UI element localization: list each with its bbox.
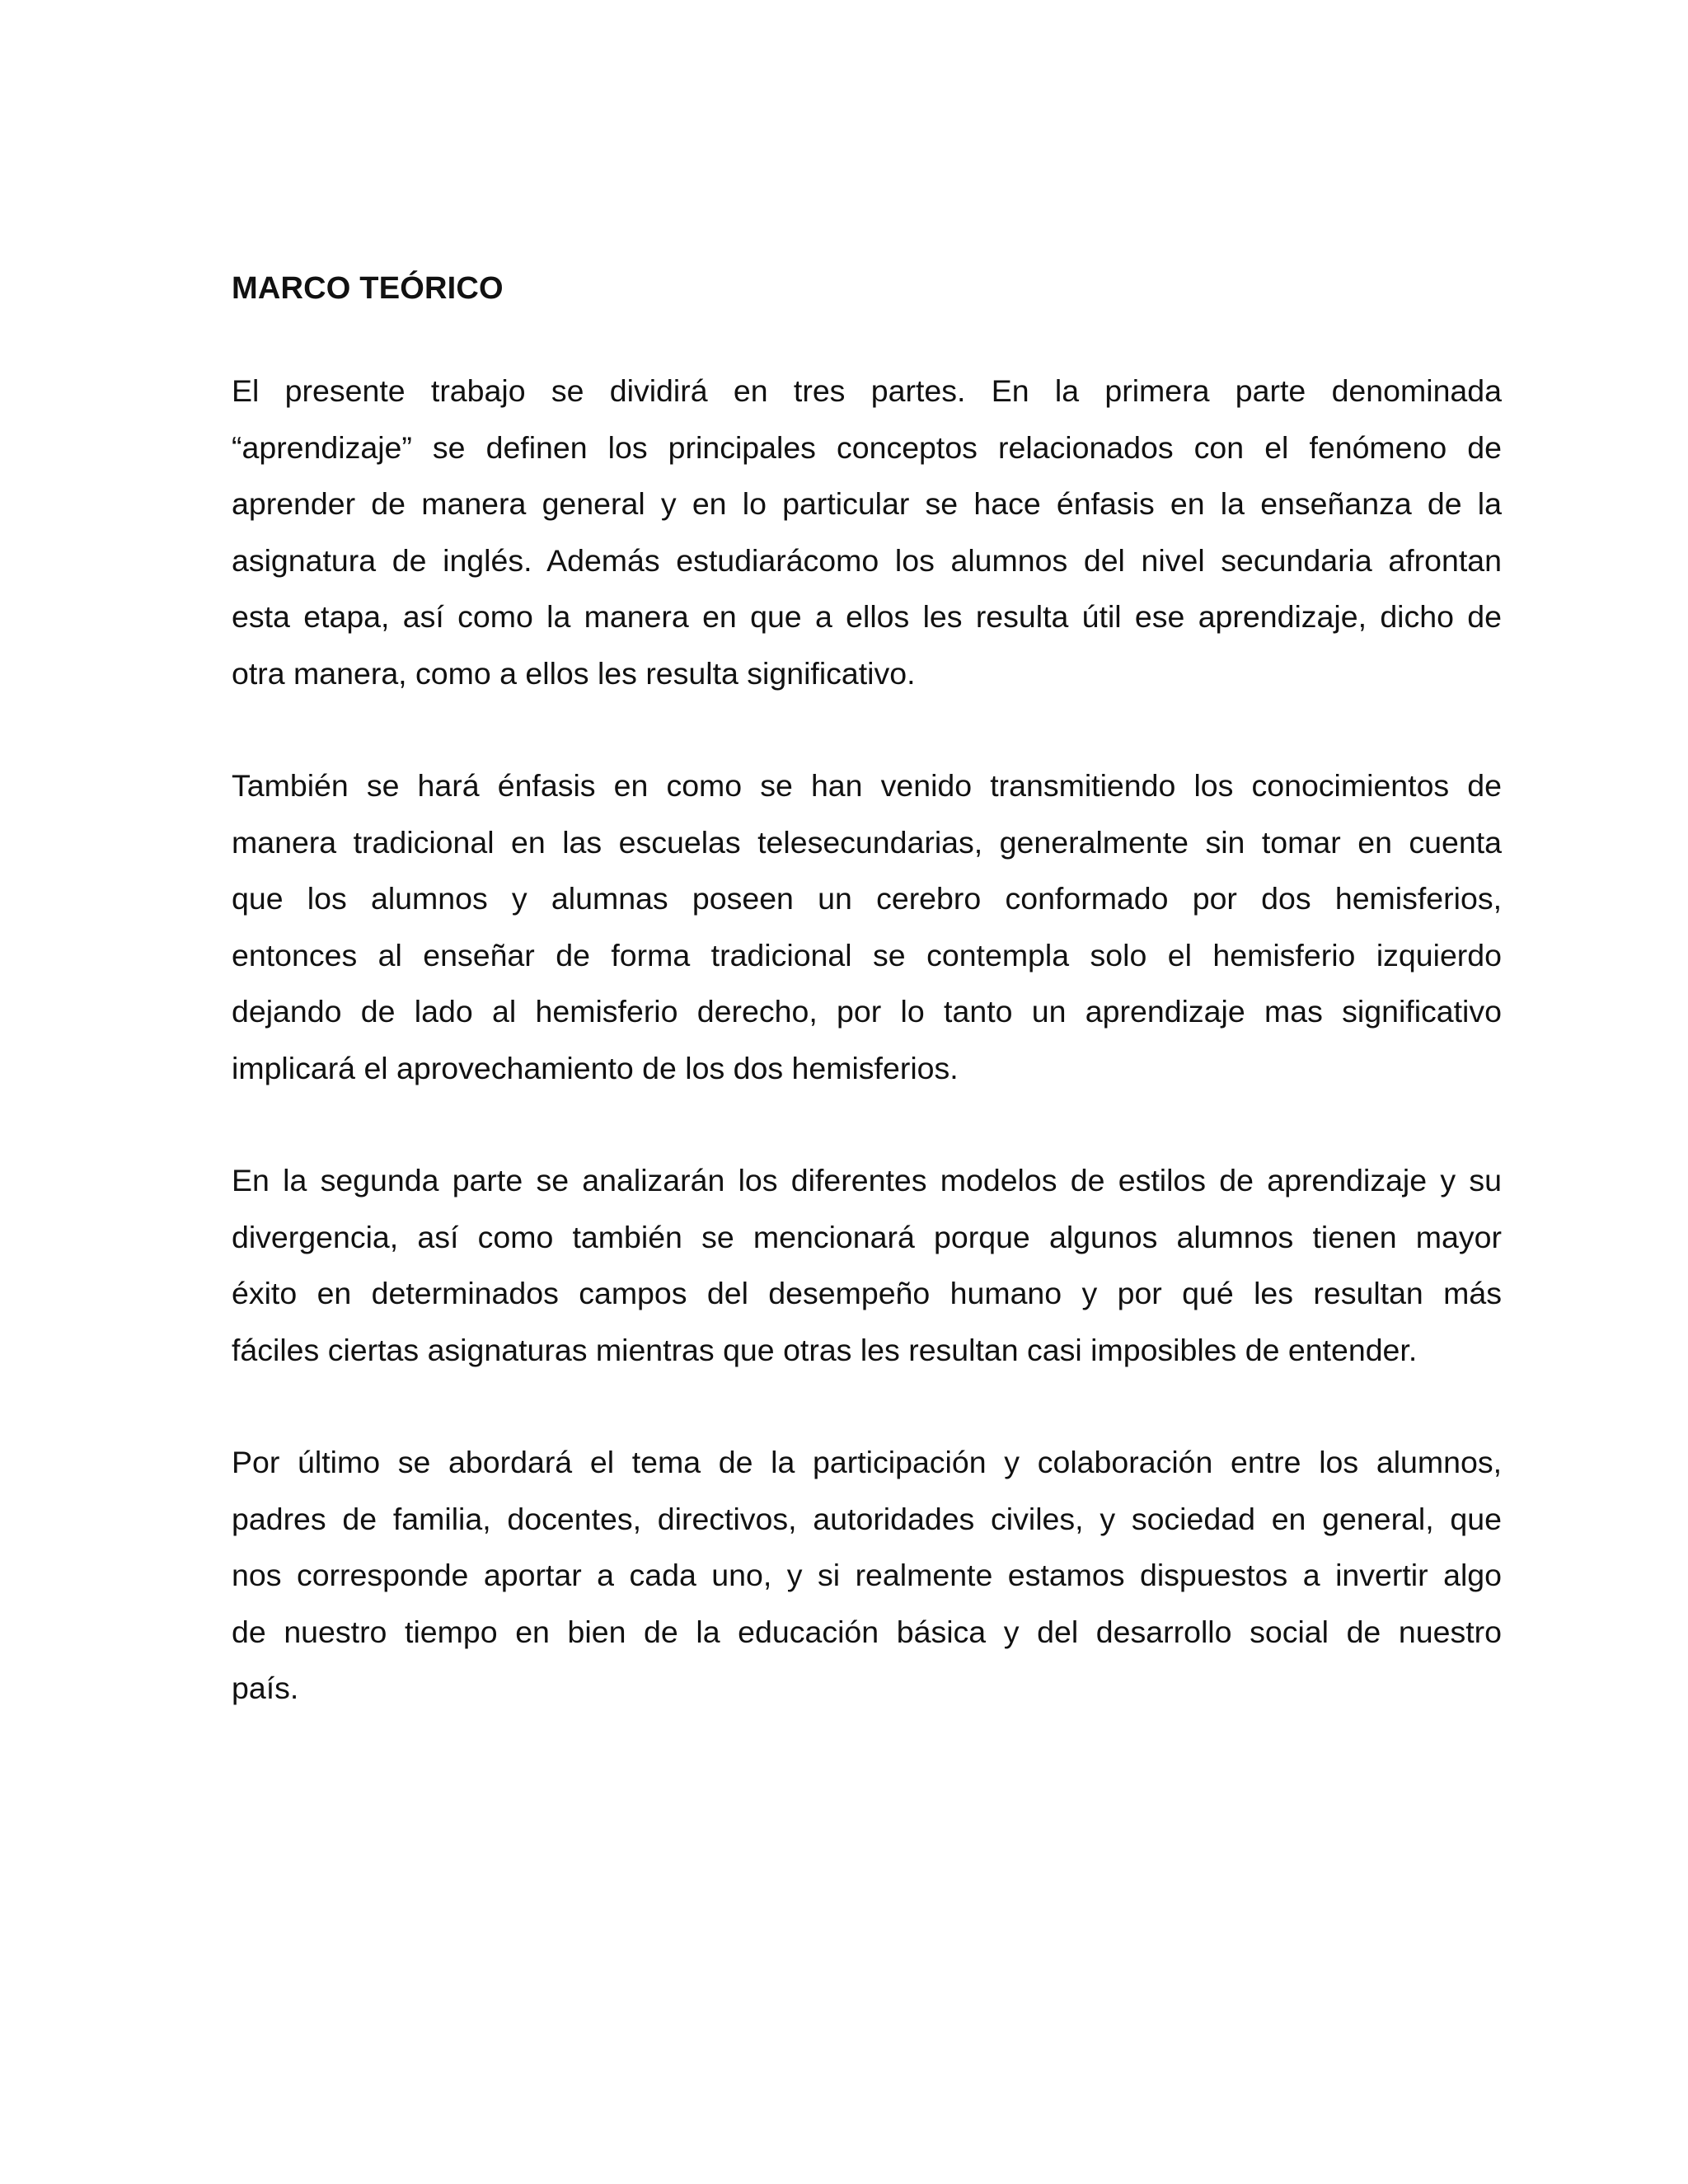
section-title: MARCO TEÓRICO	[232, 271, 504, 306]
paragraph-line: implicará el aprovechamiento de los dos hemisferios.	[232, 1050, 959, 1085]
paragraph-line: asignatura de inglés. Además estudiarácomo los alumnos del nivel secundaria afrontan	[232, 542, 1502, 578]
paragraph-4	[232, 1434, 1502, 1717]
paragraph-line: Por último se abordará el tema de la participación y colaboración entre los alumnos,	[232, 1445, 1502, 1479]
paragraph-line: manera tradicional en las escuelas telesecundarias, generalmente sin tomar en cuenta	[232, 824, 1502, 860]
paragraph-line: El presente trabajo se dividirá en tres partes. En la primera parte denominada	[232, 373, 1502, 408]
paragraph-line: país.	[232, 1671, 299, 1705]
paragraph-line: padres de familia, docentes, directivos, autoridades civiles, y sociedad en general, que	[232, 1501, 1502, 1536]
paragraph-line: que los alumnos y alumnas poseen un cerebro conformado por dos hemisferios,	[232, 881, 1502, 916]
paragraph-line: esta etapa, así como la manera en que a ellos les resulta útil ese aprendizaje, dicho de	[232, 599, 1502, 634]
paragraph-line: También se hará énfasis en como se han venido transmitiendo los conocimientos de	[232, 768, 1502, 803]
paragraph-line: de nuestro tiempo en bien de la educación básica y del desarrollo social de nuestro	[232, 1614, 1502, 1649]
paragraph-2	[232, 757, 1502, 1096]
paragraph-line: éxito en determinados campos del desempeño humano y por qué les resultan más	[232, 1276, 1502, 1310]
paragraph-line: divergencia, así como también se mencionará porque algunos alumnos tienen mayor	[232, 1219, 1502, 1254]
paragraph-3	[232, 1152, 1502, 1378]
paragraph-line: otra manera, como a ellos les resulta significativo.	[232, 655, 916, 691]
paragraph-line: dejando de lado al hemisferio derecho, por lo tanto un aprendizaje mas significativo	[232, 994, 1502, 1029]
paragraph-line: aprender de manera general y en lo particular se hace énfasis en la enseñanza de la	[232, 486, 1502, 521]
paragraph-line: nos corresponde aportar a cada uno, y si realmente estamos dispuestos a invertir algo	[232, 1558, 1502, 1592]
paragraph-line: entonces al enseñar de forma tradicional se contempla solo el hemisferio izquierdo	[232, 937, 1502, 972]
document-body	[232, 262, 1502, 1773]
paragraph-line: En la segunda parte se analizarán los diferentes modelos de estilos de aprendizaje y su	[232, 1163, 1502, 1197]
paragraph-line: fáciles ciertas asignaturas mientras que otras les resultan casi imposibles de entender.	[232, 1332, 1418, 1367]
paragraph-line: “aprendizaje” se definen los principales conceptos relacionados con el fenómeno de	[232, 429, 1502, 465]
paragraph-1	[232, 363, 1502, 701]
